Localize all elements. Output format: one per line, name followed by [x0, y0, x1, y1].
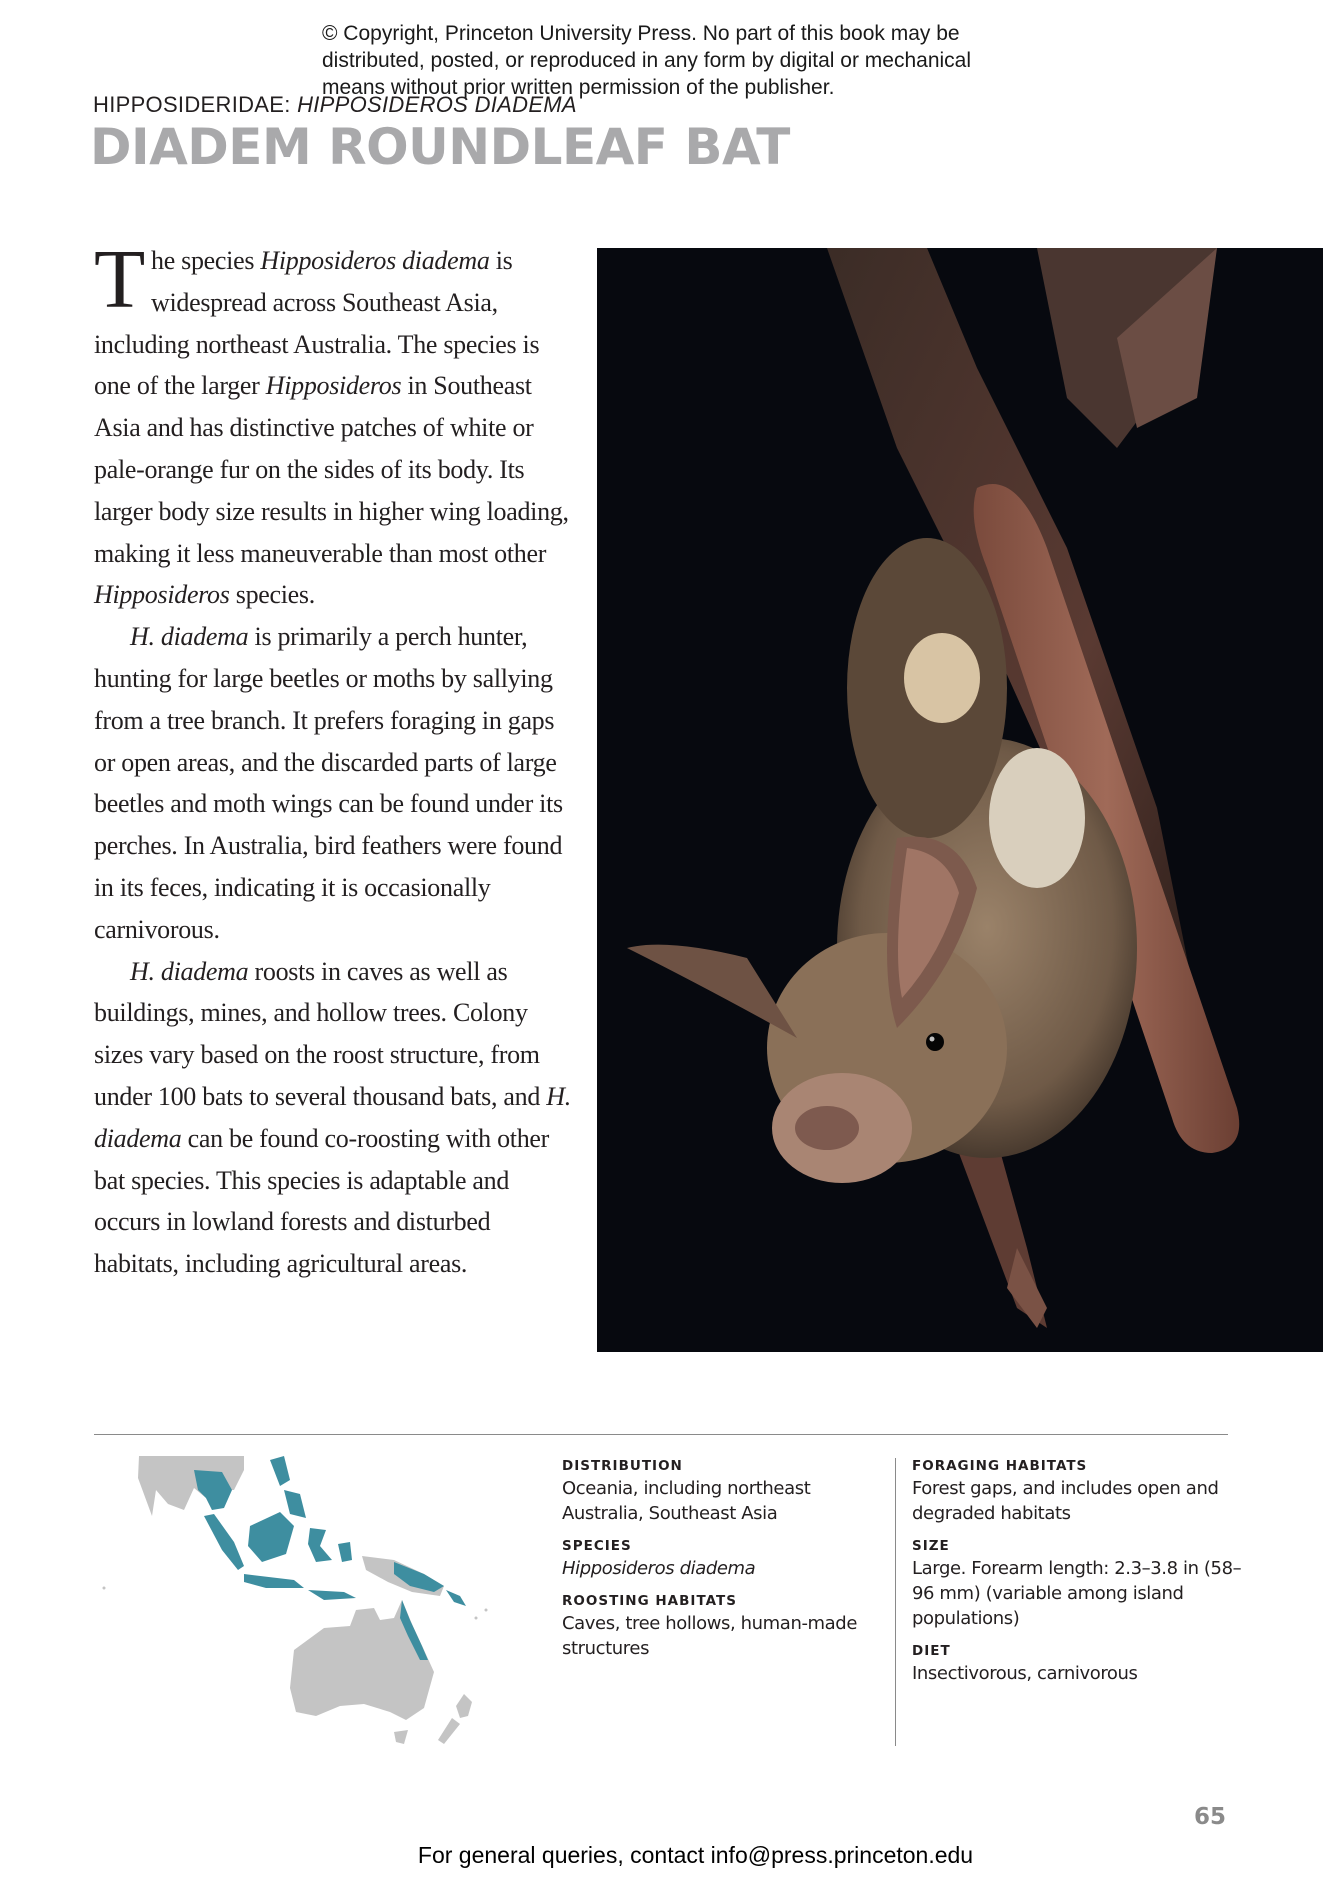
text-run: roosts in caves as well as buildings, mines, and hollow trees. Colony sizes vary based on the roost structure, from under 100 bats to several thousand bats, and — [94, 956, 547, 1111]
species-name-heading: HIPPOSIDEROS DIADEMA — [297, 92, 577, 117]
roosting-label: ROOSTING HABITATS — [562, 1593, 737, 1609]
page-number: 65 — [1193, 1804, 1226, 1830]
family-heading — [93, 92, 577, 118]
paragraph-1 — [94, 233, 574, 616]
text-run: he species — [151, 246, 261, 275]
genus-italic: Hipposideros — [265, 371, 402, 401]
copyright-line-1: © Copyright, Princeton University Press. No part of this book may be — [322, 22, 960, 45]
paragraph-2 — [94, 616, 574, 950]
foraging-label: FORAGING HABITATS — [912, 1458, 1088, 1474]
diet-label: DIET — [912, 1643, 951, 1659]
facts-column-right — [912, 1456, 1242, 1696]
text-run: can be found co-roosting with other bat species. This species is adaptable and occurs in lowland forests and disturbed habitats, including agricultural areas. — [94, 1123, 549, 1279]
foraging-value: Forest gaps, and includes open and degraded habitats — [912, 1478, 1219, 1524]
text-run: in Southeast Asia and has distinctive patches of white or pale-orange fur on the sides of its body. Its larger body size results in higher wing loading, making it less maneuverable than most other — [94, 371, 569, 568]
column-divider — [895, 1458, 896, 1746]
copyright-line-2: distributed, posted, or reproduced in any form by digital or mechanical — [322, 49, 972, 72]
bat-photo — [597, 248, 1323, 1352]
drop-cap: T — [94, 233, 146, 326]
range-map-illustration — [94, 1450, 494, 1750]
copyright-line-3: means without prior written permission of the publisher. — [322, 76, 835, 99]
family-name: HIPPOSIDERIDAE: — [93, 92, 291, 117]
body-text — [94, 233, 574, 1285]
species-italic: H. diadema — [130, 622, 249, 652]
text-run: is primarily a perch hunter, hunting for large beetles or moths by sallying from a tree branch. It prefers foraging in gaps or open areas, and the discarded parts of large beetles and moth wings can be found under its perches. In Australia, bird feathers were found in its feces, indicating it is occasionally carnivorous. — [94, 622, 563, 944]
copyright-notice — [322, 20, 1042, 101]
diet-value: Insectivorous, carnivorous — [912, 1663, 1138, 1684]
text-run: species. — [229, 580, 315, 610]
facts-column-left — [562, 1456, 862, 1671]
species-value: Hipposideros diadema — [562, 1558, 756, 1579]
page-title: DIADEM ROUNDLEAF BAT — [90, 118, 790, 176]
footer-contact: For general queries, contact info@press.princeton.edu — [417, 1842, 974, 1868]
distribution-label: DISTRIBUTION — [562, 1458, 683, 1474]
distribution-value: Oceania, including northeast Australia, Southeast Asia — [562, 1478, 811, 1524]
text-run: is widespread across Southeast Asia, including northeast Australia. The species is one of the larger — [94, 246, 540, 401]
size-value: Large. Forearm length: 2.3–3.8 in (58–96 mm) (variable among island populations) — [912, 1558, 1242, 1629]
species-italic: Hipposideros diadema — [260, 246, 490, 275]
species-italic: H. diadema — [94, 1081, 571, 1153]
species-label: SPECIES — [562, 1538, 632, 1554]
distribution-map — [94, 1450, 494, 1750]
genus-italic: Hipposideros — [94, 580, 230, 610]
bat-illustration — [597, 248, 1323, 1352]
paragraph-3 — [94, 951, 574, 1285]
size-label: SIZE — [912, 1538, 950, 1554]
species-italic: H. diadema — [130, 956, 249, 986]
roosting-value: Caves, tree hollows, human-made structures — [562, 1613, 858, 1659]
facts-divider — [94, 1434, 1228, 1435]
